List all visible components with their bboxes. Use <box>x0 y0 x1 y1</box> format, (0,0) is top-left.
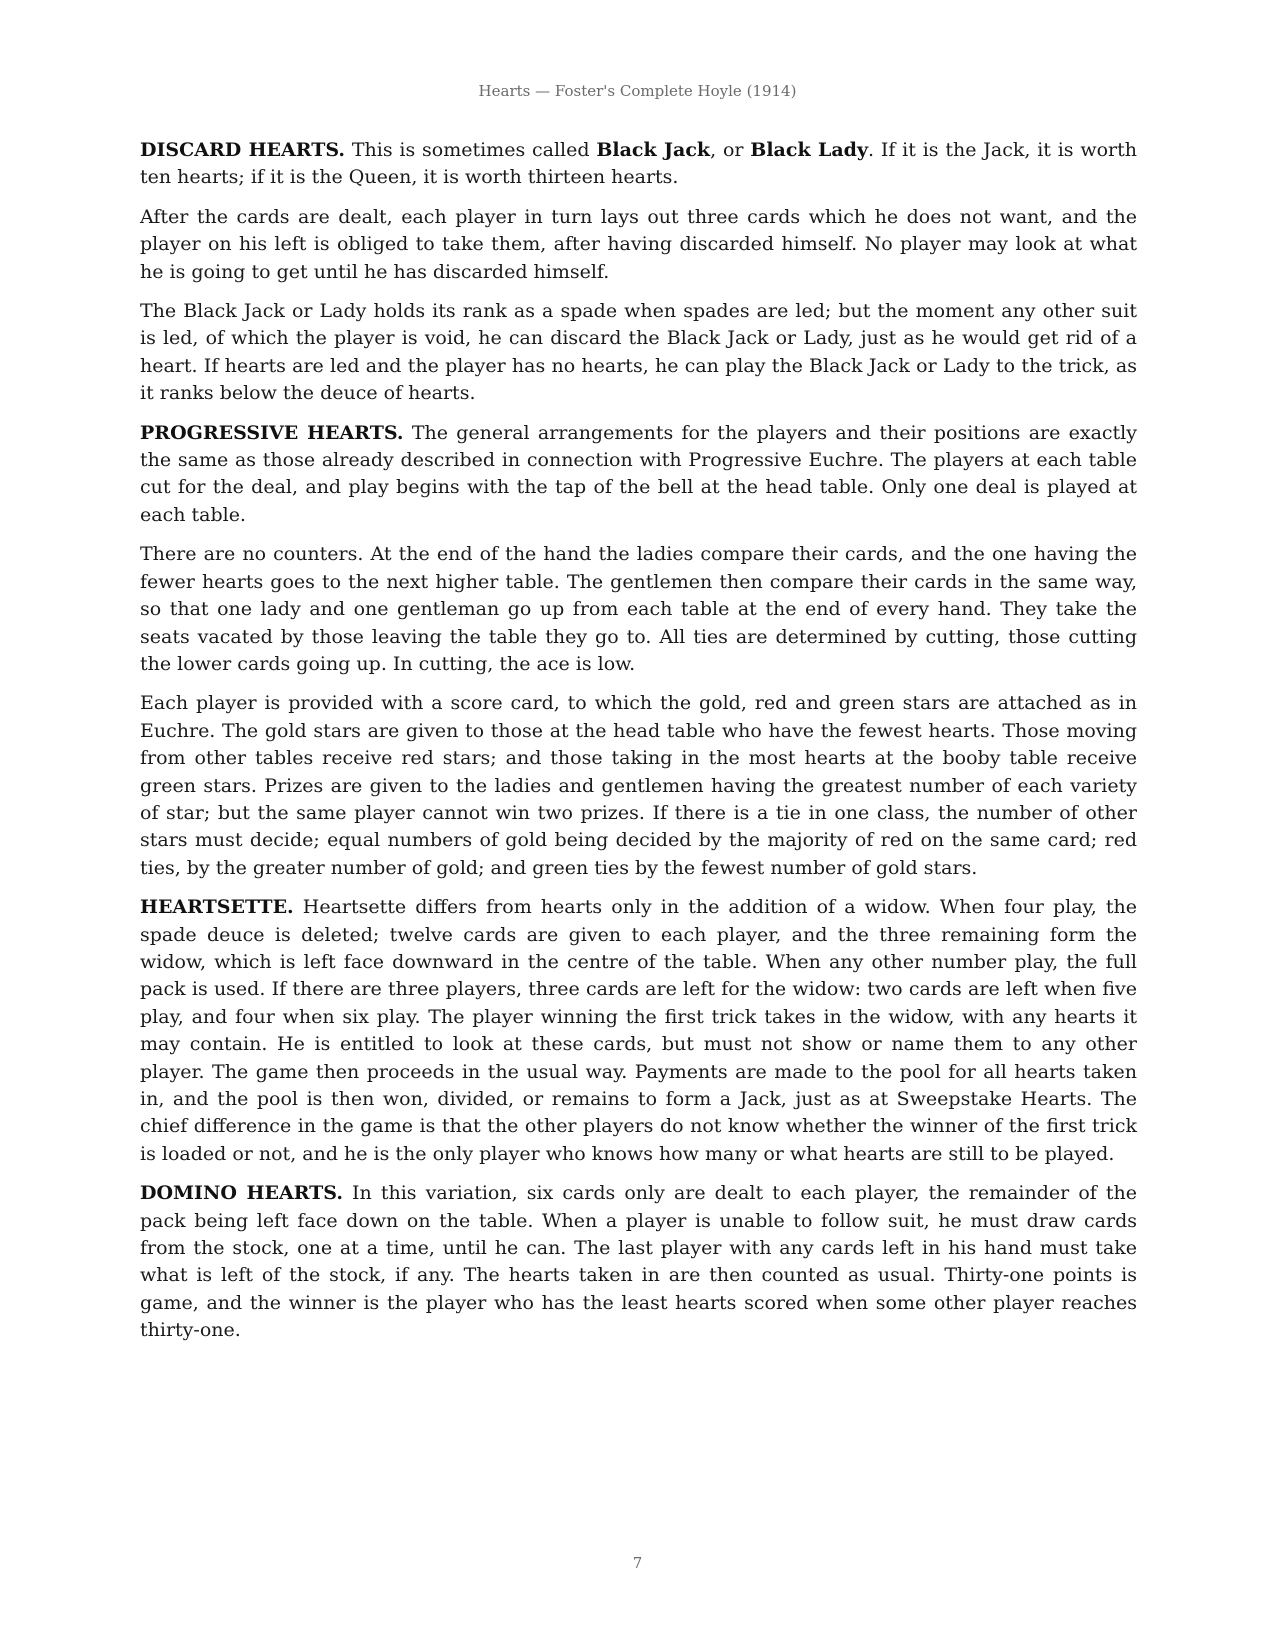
body-text <box>140 137 1137 1357</box>
paragraph-text: . If it is the Jack, it is worth ten hearts; if it is the Queen, it is worth thirteen hearts. <box>140 139 1138 189</box>
paragraph-score-card: Each player is provided with a score card, to which the gold, red and green stars are attached as in Euchre. The gold stars are given to those at the head table who have the fewest hearts. Those moving from other tables receive red stars; and those taking in the most hearts at the booby table receive green stars. Prizes are given to the ladies and gentlemen having the greatest number of each variety of star; but the same player cannot win two prizes. If there is a tie in one class, the number of other stars must decide; equal numbers of gold being decided by the majority of red on the same card; red ties, by the greater number of gold; and green ties by the fewest number of gold stars. <box>140 692 1137 879</box>
paragraph-heartsette <box>140 894 1137 1168</box>
paragraph-discard-rules: After the cards are dealt, each player in turn lays out three cards which he does not want, and the player on his left is obliged to take them, after having discarded himself. No player may look at what he is going to get until he has discarded himself. <box>140 205 1137 283</box>
paragraph-text: , or <box>710 139 751 161</box>
paragraph-discard-hearts <box>140 137 1137 192</box>
paragraph-no-counters: There are no counters. At the end of the hand the ladies compare their cards, and the one having the fewer hearts goes to the next higher table. The gentlemen then compare their cards in the same way, so that one lady and one gentleman go up from each table at the end of every hand. They take the seats vacated by those leaving the table they go to. All ties are determined by cutting, those cutting the lower cards going up. In cutting, the ace is low. <box>140 543 1137 675</box>
paragraph-text: The general arrangements for the players and their positions are exactly the same as those already described in connection with Progressive Euchre. The players at each table cut for the deal, and play begins with the tap of the bell at the head table. Only one deal is played at each table. <box>140 421 1137 526</box>
paragraph-progressive-hearts <box>140 420 1137 530</box>
bold-term-black-jack: Black Jack <box>596 139 711 161</box>
running-header: Hearts — Foster's Complete Hoyle (1914) <box>478 82 797 100</box>
section-heading-heartsette: HEARTSETTE. <box>140 896 294 919</box>
page-number: 7 <box>632 1554 643 1572</box>
section-heading-progressive-hearts: PROGRESSIVE HEARTS. <box>140 421 404 444</box>
bold-term-black-lady: Black Lady <box>750 139 868 161</box>
section-heading-domino-hearts: DOMINO HEARTS. <box>140 1182 343 1205</box>
paragraph-text: Heartsette differs from hearts only in the addition of a widow. When four play, the spade deuce is deleted; twelve cards are given to each player, and the three remaining form the widow, which is left face downward in the centre of the table. When any other number play, the full pack is used. If there are three players, three cards are left for the widow: two cards are left when five play, and four when six play. The player winning the first trick takes in the widow, with any hearts it may contain. He is entitled to look at these cards, but must not show or name them to any other player. The game then proceeds in the usual way. Payments are made to the pool for all hearts taken in, and the pool is then won, divided, or remains to form a Jack, just as at Sweepstake Hearts. The chief difference in the game is that the other players do not know whether the winner of the first trick is loaded or not, and he is the only player who knows how many or what hearts are still to be played. <box>140 896 1137 1165</box>
paragraph-domino-hearts <box>140 1180 1137 1344</box>
paragraph-black-jack-rank: The Black Jack or Lady holds its rank as a spade when spades are led; but the moment any other suit is led, of which the player is void, he can discard the Black Jack or Lady, just as he would get rid of a heart. If hearts are led and the player has no hearts, he can play the Black Jack or Lady to the trick, as it ranks below the deuce of hearts. <box>140 300 1137 405</box>
section-heading-discard-hearts: DISCARD HEARTS. <box>140 139 346 161</box>
paragraph-text: In this variation, six cards only are dealt to each player, the remainder of the pack being left face down on the table. When a player is unable to follow suit, he must draw cards from the stock, one at a time, until he can. The last player with any cards left in his hand must take what is left of the stock, if any. The hearts taken in are then counted as usual. Thirty-one points is game, and the winner is the player who has the least hearts scored when some other player reaches thirty-one. <box>140 1182 1137 1342</box>
paragraph-text: This is sometimes called <box>345 139 597 161</box>
